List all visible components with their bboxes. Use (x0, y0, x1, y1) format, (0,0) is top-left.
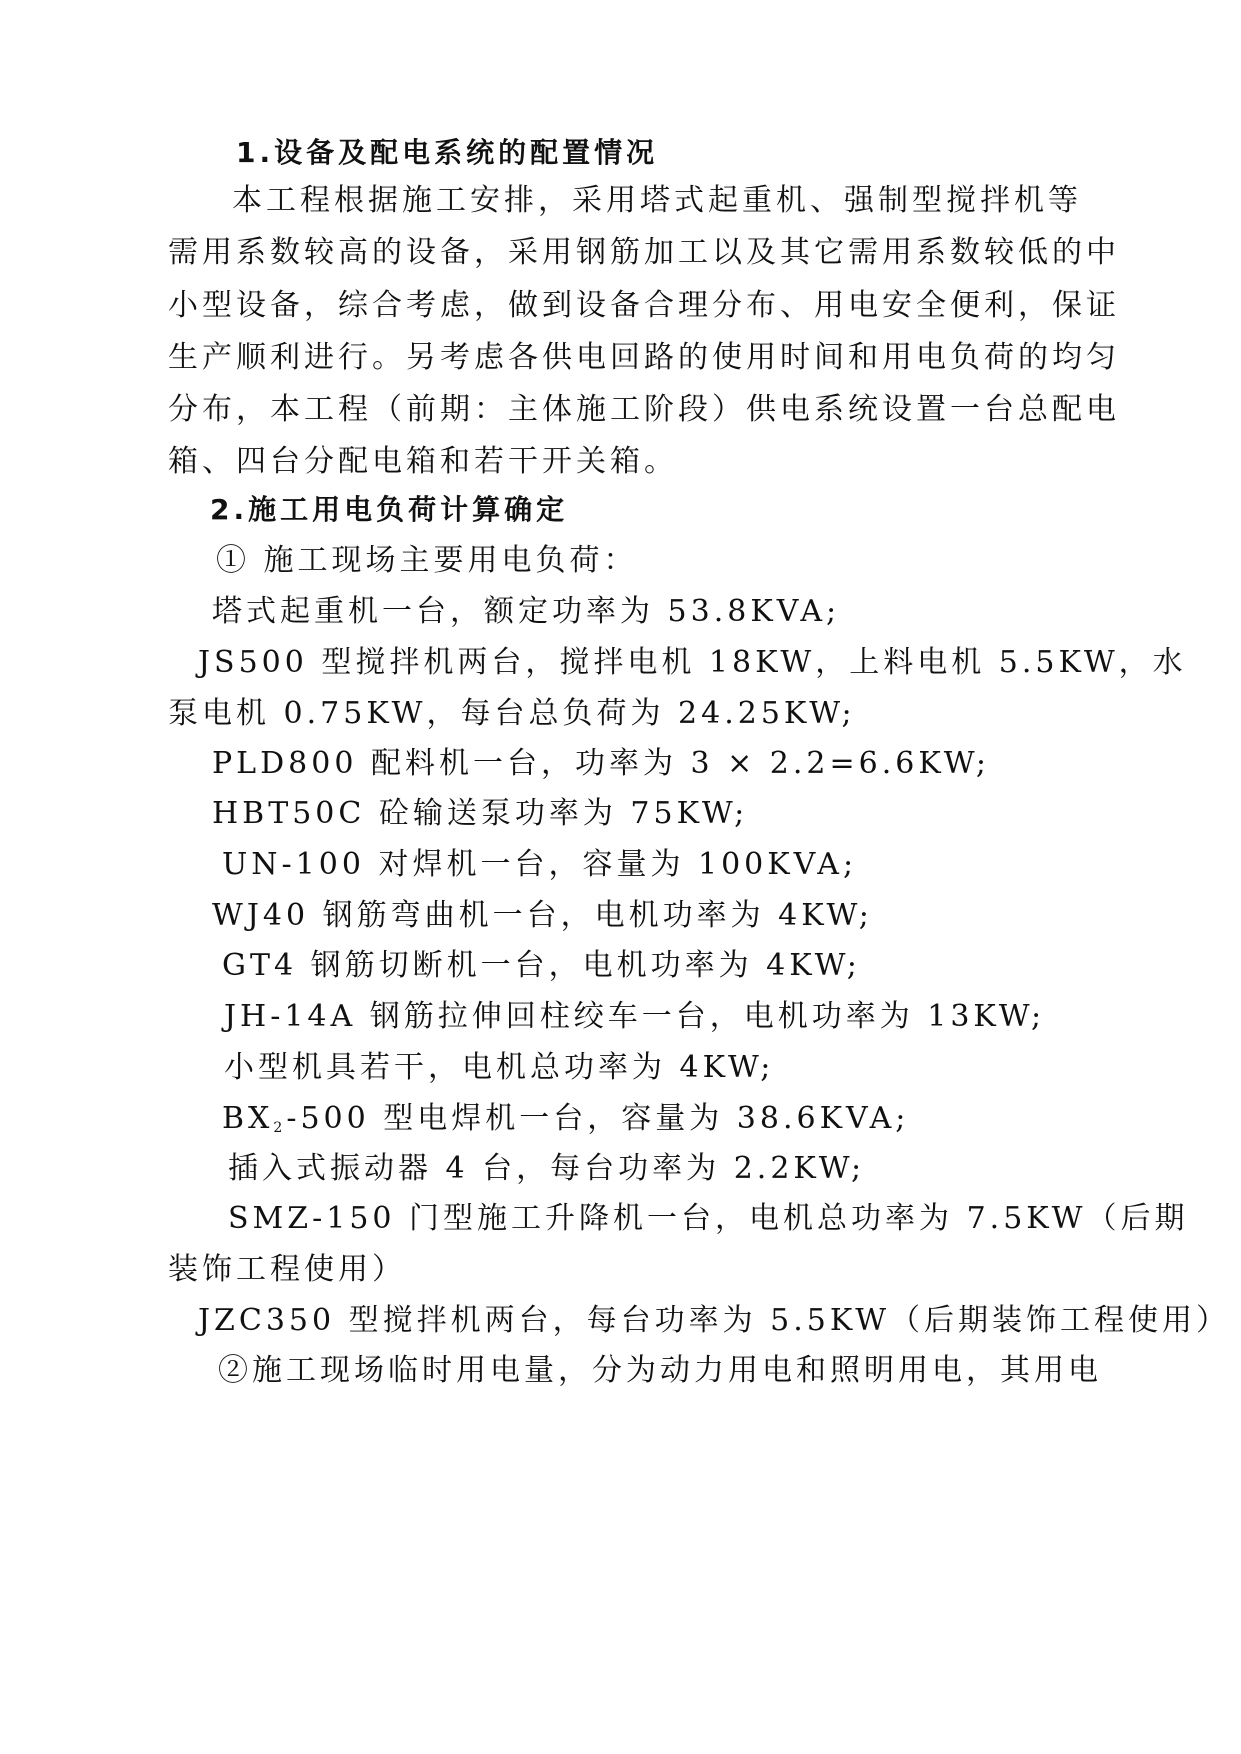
load-item: HBT50C 砼输送泵功率为 75KW; (212, 796, 749, 831)
load-item: WJ40 钢筋弯曲机一台，电机功率为 4KW; (212, 898, 873, 933)
load-item: GT4 钢筋切断机一台，电机功率为 4KW; (222, 948, 861, 983)
paragraph-line: 分布，本工程（前期：主体施工阶段）供电系统设置一台总配电 (168, 392, 1120, 427)
paragraph-line: 需用系数较高的设备，采用钢筋加工以及其它需用系数较低的中 (168, 235, 1120, 270)
paragraph-line: 小型设备，综合考虑，做到设备合理分布、用电安全便利，保证 (168, 288, 1120, 323)
load-item: SMZ-150 门型施工升降机一台，电机总功率为 7.5KW（后期 (228, 1201, 1189, 1236)
load-item: JZC350 型搅拌机两台，每台功率为 5.5KW（后期装饰工程使用） (198, 1303, 1231, 1338)
subsection-title: ① 施工现场主要用电负荷： (216, 543, 638, 578)
load-item: JS500 型搅拌机两台，搅拌电机 18KW，上料电机 5.5KW，水 (198, 645, 1187, 680)
paragraph-line: 箱、四台分配电箱和若干开关箱。 (168, 444, 678, 479)
load-item-welder (222, 1101, 909, 1146)
load-item: 泵电机 0.75KW，每台总负荷为 24.25KW; (168, 696, 856, 731)
paragraph-line: 本工程根据施工安排，采用塔式起重机、强制型搅拌机等 (232, 183, 1082, 218)
load-item: UN-100 对焊机一台，容量为 100KVA; (222, 847, 858, 882)
load-item: 小型机具若干，电机总功率为 4KW; (224, 1050, 775, 1085)
bx-rest: -500 型电焊机一台，容量为 38.6KVA; (286, 1101, 910, 1136)
section1-heading: 1.设备及配电系统的配置情况 (236, 136, 659, 169)
bx-prefix: BX (222, 1101, 274, 1136)
load-item: 装饰工程使用） (168, 1252, 406, 1287)
bx-subscript: 2 (273, 1120, 287, 1136)
paragraph-line: 生产顺利进行。另考虑各供电回路的使用时间和用电负荷的均匀 (168, 340, 1120, 375)
subsection-title: ②施工现场临时用电量，分为动力用电和照明用电，其用电 (218, 1353, 1102, 1388)
load-item: 塔式起重机一台，额定功率为 53.8KVA; (212, 594, 841, 629)
load-item: PLD800 配料机一台，功率为 3 × 2.2=6.6KW; (212, 746, 991, 781)
load-item: 插入式振动器 4 台，每台功率为 2.2KW; (228, 1151, 866, 1186)
section2-heading: 2.施工用电负荷计算确定 (210, 493, 569, 526)
load-item: JH-14A 钢筋拉伸回柱绞车一台，电机功率为 13KW; (224, 999, 1046, 1034)
